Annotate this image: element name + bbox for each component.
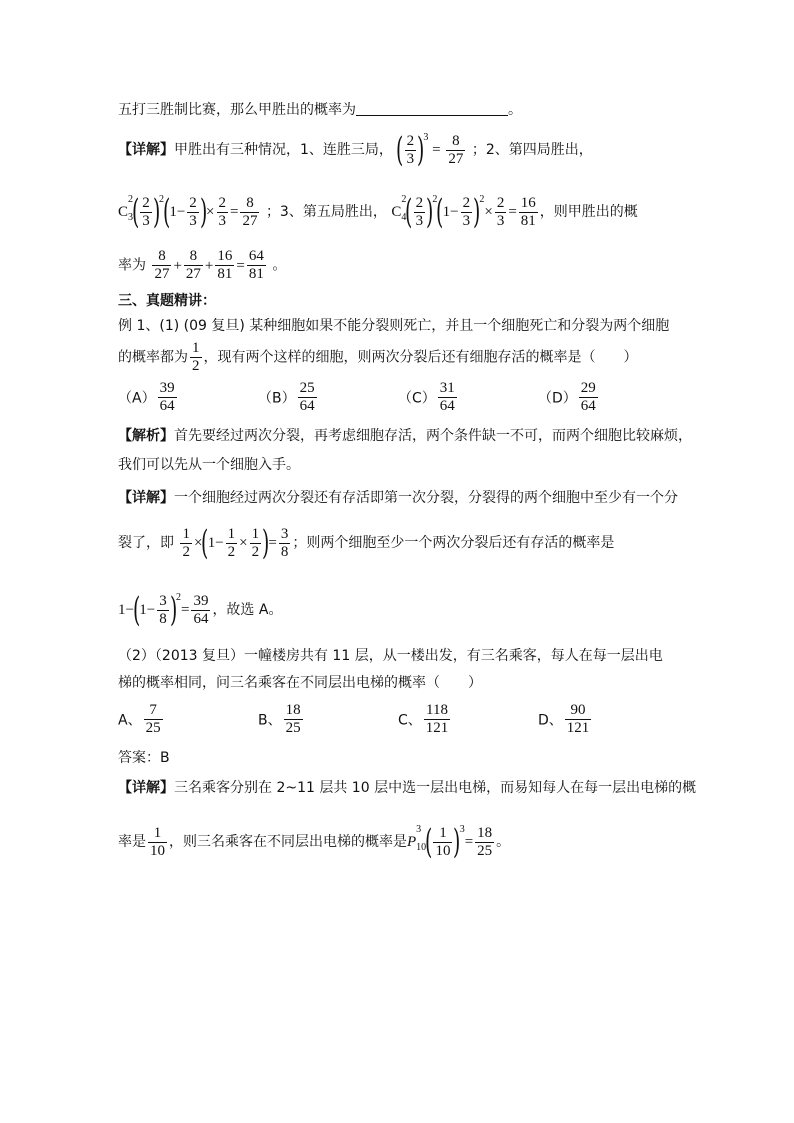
example2-option-b[interactable] <box>258 702 305 737</box>
example1-option-b[interactable] <box>258 380 319 415</box>
option-num: 39 <box>159 380 175 396</box>
section-title: 三、真题精讲： <box>118 293 216 309</box>
example1-detail-line3 <box>118 588 282 629</box>
example1-option-d[interactable] <box>538 380 600 415</box>
option-num: 7 <box>149 702 157 718</box>
formula-permutation: $P^3_{10}$( $\frac{1}{10}$ )$^3$= $\frac{18}{25}$ <box>407 822 493 862</box>
example2-option-c[interactable] <box>398 702 452 737</box>
detail1-text-d: ，则甲胜出的概 <box>539 204 638 220</box>
analysis-label: 【解析】 <box>118 428 174 444</box>
detail-text-c: 。 <box>496 834 511 850</box>
half-fraction: $\frac{1}{2}$ <box>192 340 200 374</box>
detail1-text: 甲胜出有三种情况，1、连胜三局， <box>174 142 393 158</box>
detail-text-a: 率是 <box>118 834 146 850</box>
option-den: 64 <box>580 398 596 414</box>
detail1-label: 【详解】 <box>118 142 174 158</box>
detail-label: 【详解】 <box>118 780 174 796</box>
example2-detail-line2 <box>118 820 510 861</box>
example1-line2-a: 的概率都为 <box>118 349 188 366</box>
formula-two-cells: 1−(1− $\frac{3}{8}$ )$^2$= $\frac{39}{64}$ <box>118 590 209 630</box>
example2-line2: 梯的概率相同，问三名乘客在不同层出电梯的概率（ ） <box>118 675 482 691</box>
detail1-line2 <box>118 190 638 231</box>
one-tenth-fraction: $\frac{1}{10}$ <box>150 824 165 859</box>
option-den: 64 <box>439 398 455 414</box>
detail1-text-e: 率为 <box>118 257 146 274</box>
detail1-text-c: ；3、第五局胜出， <box>265 204 387 220</box>
option-num: 25 <box>299 380 315 396</box>
formula-sum: $\frac{8}{27}$ + $\frac{8}{27}$ + $\frac{16}{81}$ = $\frac{64}{81}$ <box>154 248 264 282</box>
intro-end: 。 <box>508 102 522 118</box>
example1-option-c[interactable] <box>398 380 459 415</box>
example1-line2 <box>118 340 638 375</box>
example1-analysis-line1 <box>118 426 692 446</box>
option-den: 121 <box>425 720 449 736</box>
example2-answer: 答案：B <box>118 750 170 766</box>
example2-line1: （2）（2013 复旦）一幢楼房共有 11 层，从一楼出发，有三名乘客，每人在每一层出电 <box>118 648 663 664</box>
example1-line2-b: ，现有两个这样的细胞，则两次分裂后还有细胞存活的概率是（ ） <box>203 349 638 366</box>
option-den: 25 <box>145 720 161 736</box>
option-label: （D） <box>538 390 577 407</box>
detail-text-b: ，则三名乘客在不同层出电梯的概率是 <box>169 834 407 850</box>
option-den: 64 <box>159 398 175 414</box>
formula-fourth-game: $C^2_3$( $\frac{2}{3}$ )$^2$(1− $\frac{2}{3}$ )× $\frac{2}{3}$ = $\frac{8}{27}$ <box>118 192 258 232</box>
intro-text: 五打三胜制比赛，那么甲胜出的概率为 <box>118 102 356 118</box>
detail-label: 【详解】 <box>118 490 174 506</box>
option-num: 118 <box>426 702 448 718</box>
option-label: （B） <box>258 390 296 407</box>
option-label: D、 <box>538 712 563 729</box>
example2-option-d[interactable] <box>538 702 593 737</box>
example2-option-a[interactable] <box>118 702 165 737</box>
example1-line1: 例 1、(1) (09 复旦) 某种细胞如果不能分裂则死亡，并且一个细胞死亡和分裂为两个细胞 <box>118 318 670 334</box>
detail-text: 一个细胞经过两次分裂还有存活即第一次分裂，分裂得的两个细胞中至少有一个分 <box>174 490 678 506</box>
detail1-line3 <box>118 248 286 283</box>
example1-analysis-line2: 我们可以先从一个细胞入手。 <box>118 457 300 473</box>
option-label: （C） <box>398 390 436 407</box>
example1-option-a[interactable] <box>118 380 179 415</box>
answer-blank <box>356 101 508 116</box>
option-den: 64 <box>299 398 315 414</box>
option-label: （A） <box>118 390 156 407</box>
option-num: 18 <box>285 702 301 718</box>
option-num: 90 <box>570 702 586 718</box>
option-label: C、 <box>398 712 422 729</box>
detail-text-a: 裂了，即 <box>118 535 174 551</box>
formula-two-thirds-cubed: ( $\frac{2}{3}$ )$^3$ = $\frac{8}{27}$ <box>396 130 464 170</box>
detail-text-b: ；则两个细胞至少一个两次分裂后还有存活的概率是 <box>292 535 615 551</box>
option-den: 121 <box>566 720 590 736</box>
detail1-text-f: 。 <box>272 257 287 274</box>
detail1-line1 <box>118 128 593 169</box>
detail1-text-b: ；2、第四局胜出， <box>471 142 593 158</box>
option-den: 25 <box>285 720 301 736</box>
example1-detail-line1 <box>118 488 678 508</box>
formula-one-cell: $\frac{1}{2}$ ×(1− $\frac{1}{2}$ × $\frac{1}{2}$ )= $\frac{3}{8}$ <box>182 523 289 563</box>
example1-detail-line2 <box>118 524 614 562</box>
detail-text: 三名乘客分别在 2~11 层共 10 层中选一层出电梯，而易知每人在每一层出电梯的概 <box>174 780 697 796</box>
detail-text-c: ，故选 A。 <box>212 602 283 618</box>
option-label: B、 <box>258 712 282 729</box>
intro-line <box>118 100 522 120</box>
option-num: 31 <box>439 380 455 396</box>
option-num: 29 <box>580 380 596 396</box>
option-label: A、 <box>118 712 142 729</box>
example2-detail-line1 <box>118 778 696 798</box>
formula-fifth-game: $C^2_4$( $\frac{2}{3}$ )$^2$(1− $\frac{2}{3}$ )$^2$× $\frac{2}{3}$ = $\frac{16}{81}$ <box>391 192 536 232</box>
analysis-text: 首先要经过两次分裂，再考虑细胞存活，两个条件缺一不可，而两个细胞比较麻烦， <box>174 428 692 444</box>
